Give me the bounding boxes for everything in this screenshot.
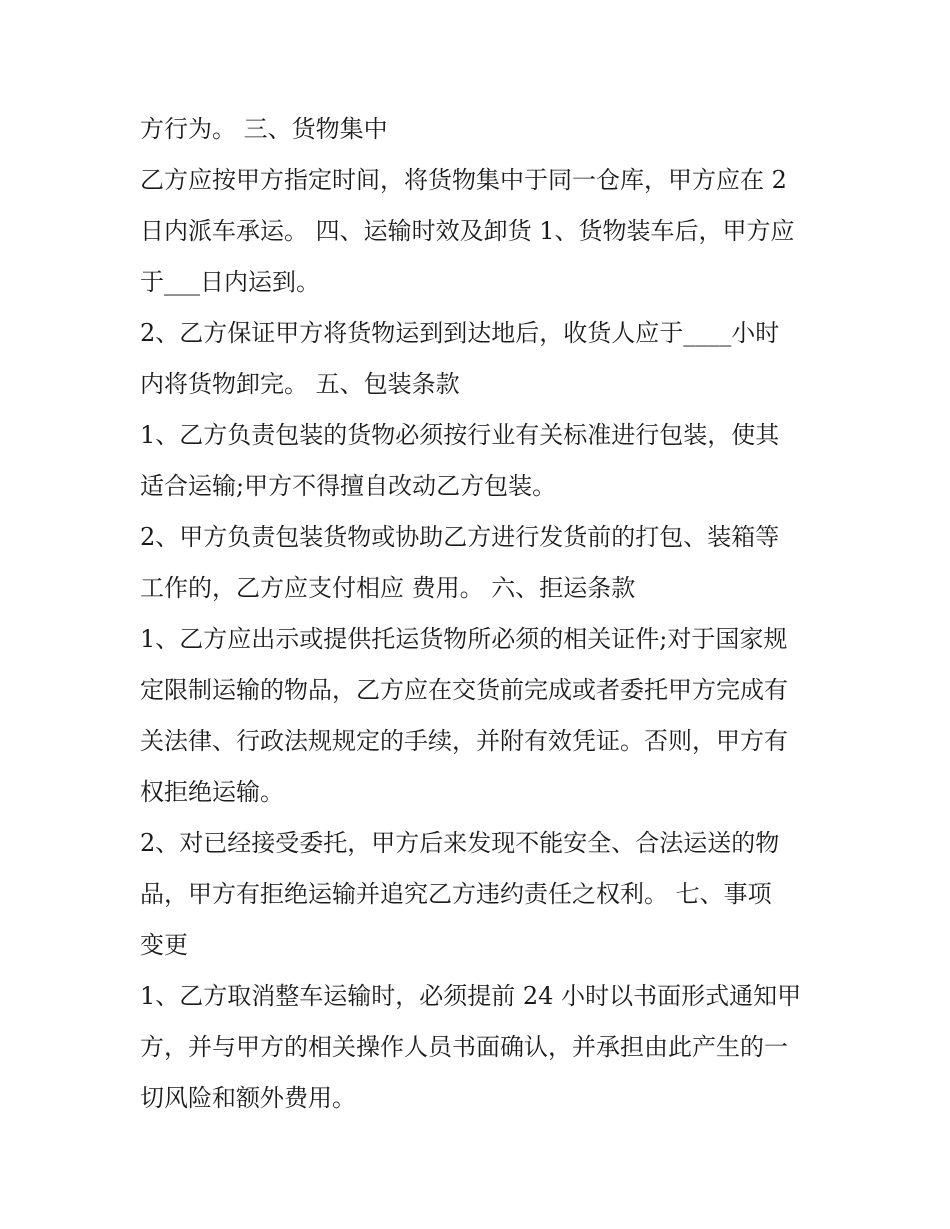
text-line: 1、乙方应出示或提供托运货物所必须的相关证件;对于国家规 [140,625,788,653]
text-line: 品，甲方有拒绝运输并追究乙方违约责任之权利。 七、事项 [140,880,772,908]
text-line: 2、甲方负责包装货物或协助乙方进行发货前的打包、装箱等 [140,523,780,551]
text-line: 1、乙方负责包装的货物必须按行业有关标准进行包装，使其 [140,421,780,449]
text-line: 2、乙方保证甲方将货物运到到达地后，收货人应于____小时 [140,319,780,347]
text-line: 2、对已经接受委托，甲方后来发现不能安全、合法运送的物 [140,829,780,857]
text-line: 日内派车承运。 四、运输时效及卸货 1、货物装车后，甲方应 [140,217,795,245]
text-line: 1、乙方取消整车运输时，必须提前 24 小时以书面形式通知甲 [140,982,802,1010]
text-line: 定限制运输的物品，乙方应在交货前完成或者委托甲方完成有 [140,676,788,704]
text-line: 方，并与甲方的相关操作人员书面确认，并承担由此产生的一 [140,1033,788,1061]
text-line: 适合运输;甲方不得擅自改动乙方包装。 [140,472,557,500]
document-body [140,104,820,1124]
text-line: 切风险和额外费用。 [140,1084,356,1112]
text-line: 工作的，乙方应支付相应 费用。 六、拒运条款 [140,574,636,602]
text-line: 关法律、行政法规规定的手续，并附有效凭证。否则，甲方有 [140,727,788,755]
text-line: 内将货物卸完。 五、包装条款 [140,370,460,398]
text-line: 权拒绝运输。 [140,778,284,806]
text-line: 乙方应按甲方指定时间，将货物集中于同一仓库，甲方应在 2 [140,166,787,194]
text-line: 于___日内运到。 [140,268,320,296]
text-line: 方行为。 三、货物集中 [140,115,388,143]
text-line: 变更 [140,931,188,959]
